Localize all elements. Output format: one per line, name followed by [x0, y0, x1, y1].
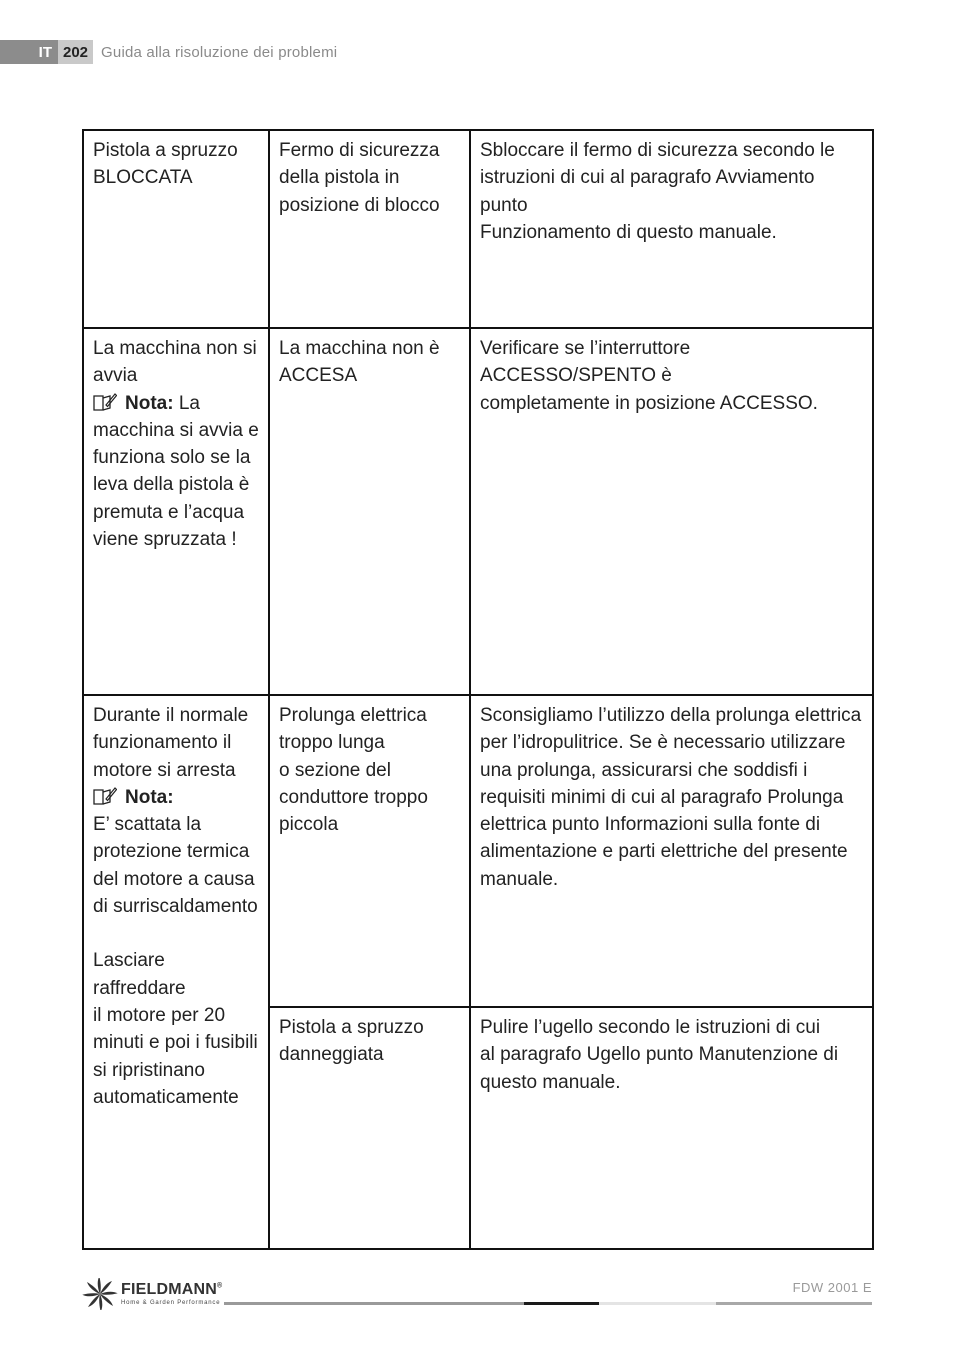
page-footer — [82, 1276, 872, 1312]
page-number: 202 — [58, 40, 93, 64]
problem-cell: Durante il normale funzionamento il motore si arresta Nota: E’ scattata la protezione termica del motore a causa di surriscaldamento Lasciare raffreddare il motore per 20 minuti e poi i fusibili si ripristinano automaticamente — [83, 695, 269, 1249]
note-label: Nota: — [125, 786, 174, 808]
section-title: Guida alla risoluzione dei problemi — [101, 43, 338, 61]
cause-cell: Fermo di sicurezza della pistola in posizione di blocco — [269, 130, 470, 328]
note-label: Nota: — [125, 392, 174, 414]
fieldmann-fan-icon — [82, 1278, 118, 1310]
solution-cell: Sconsigliamo l’utilizzo della prolunga elettrica per l’idropulitrice. Se è necessario utilizzare una prolunga, assicurarsi che soddisfi i requisiti minimi di cui al paragrafo Prolunga elettrica punto Informazioni sulla fonte di alimentazione e parti elettriche del presente manuale. — [470, 695, 873, 1007]
note-book-icon — [93, 393, 117, 411]
solution-cell: Pulire l’ugello secondo le istruzioni di cui al paragrafo Ugello punto Manutenzione di questo manuale. — [470, 1007, 873, 1249]
note-book-icon — [93, 787, 117, 805]
model-number: FDW 2001 E — [792, 1280, 872, 1295]
footer-divider — [224, 1302, 524, 1305]
table-row — [83, 328, 873, 695]
page-header — [0, 40, 337, 64]
cause-cell: La macchina non è ACCESA — [269, 328, 470, 695]
footer-divider — [716, 1302, 872, 1305]
troubleshooting-table — [82, 129, 874, 1250]
solution-cell: Sbloccare il fermo di sicurezza secondo le istruzioni di cui al paragrafo Avviamento punto Funzionamento di questo manuale. — [470, 130, 873, 328]
footer-divider — [524, 1302, 599, 1305]
table-row — [83, 130, 873, 328]
language-tag: IT — [0, 40, 58, 64]
brand-logo — [82, 1278, 222, 1310]
problem-cell: La macchina non si avvia Nota: La macchina si avvia e funziona solo se la leva della pistola è premuta e l’acqua viene spruzzata ! — [83, 328, 269, 695]
table-row — [83, 695, 873, 1007]
solution-cell: Verificare se l’interruttore ACCESSO/SPENTO è completamente in posizione ACCESSO. — [470, 328, 873, 695]
footer-divider — [599, 1302, 716, 1305]
brand-registered-mark: ® — [217, 1282, 223, 1290]
problem-cell: Pistola a spruzzo BLOCCATA — [83, 130, 269, 328]
brand-name: FIELDMANN — [121, 1281, 218, 1298]
brand-tagline: Home & Garden Performance — [121, 1300, 221, 1306]
cause-cell: Prolunga elettrica troppo lunga o sezione del conduttore troppo piccola — [269, 695, 470, 1007]
cause-cell: Pistola a spruzzo danneggiata — [269, 1007, 470, 1249]
